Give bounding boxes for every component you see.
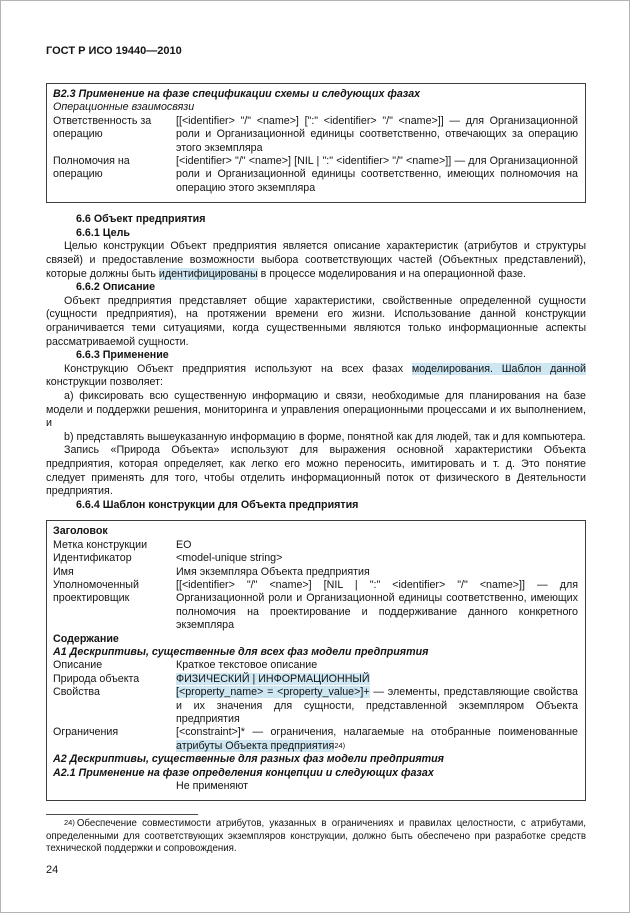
box2-a1-title: А1 Дескриптивы, существенные для всех фаз модели предприятия — [53, 645, 429, 658]
row-label: Свойства — [53, 686, 100, 699]
table-row — [53, 579, 578, 633]
footnote-text: Обеспечение совместимости атрибутов, указанных в ограничениях и правилах целостности, с атрибутами, определенными для соответствующих экземпляров конструкции, должно быть обеспечено при разработке средств технической поддержки и сопровождения. — [46, 818, 586, 854]
row-label: Имя — [53, 565, 74, 578]
row-label: Описание — [53, 659, 103, 672]
footnote-marker: 24) — [64, 818, 75, 828]
list-item-b: b) представлять вышеуказанную информацию в форме, понятной как для людей, так и для компьютера. — [64, 430, 586, 443]
row-value — [176, 673, 578, 686]
text-run: в процессе моделирования и на операционной фазе. — [257, 267, 526, 280]
text-run: конструкции позволяет: — [46, 376, 164, 389]
table-row — [53, 726, 578, 753]
row-value — [176, 686, 578, 726]
text-run: Конструкцию Объект предприятия используют на всех фазах — [64, 362, 412, 375]
page-content — [46, 45, 586, 855]
table-row — [53, 155, 578, 195]
paragraph-6-6-2: Объект предприятия представляет общие характеристики, свойственные определенной сущности (сущности предприятия), на протяжении времени его жизни. Использование данной конструкции ограничивается теми ситуациями, когда существенными являются только информационные аспекты рассматриваемой сущности. — [46, 294, 586, 348]
row-value: [[<identifier> "/" <name>] [":" <identifier> "/" <name>]] — для Организационной роли и Организационной единицы соответственно, отвечающих за операцию этого экземпляра — [176, 114, 578, 154]
highlighted-text: моделирования. Шаблон данной — [411, 362, 586, 375]
paragraph-6-6-3-intro — [46, 363, 586, 390]
heading-6-6-3: 6.6.3 Применение — [76, 349, 169, 362]
heading-6-6: 6.6 Объект предприятия — [76, 213, 206, 226]
list-item-a: а) фиксировать всю существенную информацию и связи, необходимые для планирования на базе модели и поддержки решения, мониторинга и управления операционными процессами и их выполнением, и — [46, 389, 586, 430]
document-header: ГОСТ Р ИСО 19440—2010 — [46, 45, 182, 57]
table-row — [53, 552, 578, 565]
box1-subtitle: Операционные взаимосвязи — [53, 101, 195, 114]
row-value: [<identifier> "/" <name>] [NIL | ":" <identifier> "/" <name>]] — для Организационной роли и Организационной единицы соответственно, имеющих полномочия на операцию этого экземпляра — [176, 155, 578, 194]
row-value: Имя экземпляра Объекта предприятия — [176, 565, 370, 578]
row-value — [176, 726, 578, 753]
row-value: EO — [176, 538, 192, 551]
highlighted-text: ФИЗИЧЕСКИЙ | ИНФОРМАЦИОННЫЙ — [176, 672, 370, 685]
highlighted-text: атрибуты Объекта предприятия — [176, 739, 335, 752]
heading-6-6-2: 6.6.2 Описание — [76, 281, 156, 294]
enterprise-object-template-box — [46, 520, 586, 801]
table-row — [53, 686, 578, 726]
row-value: [[<identifier> "/" <name>] [NIL | ":" <identifier> "/" <name>]] — для Организационной роли и Организационной единицы соответственно, имеющих полномочия на проектирование и поддерживание данного конкретного экземпляра — [176, 578, 578, 632]
footnote-separator — [46, 814, 198, 815]
table-row — [53, 539, 578, 552]
heading-6-6-4: 6.6.4 Шаблон конструкции для Объекта предприятия — [76, 498, 359, 511]
page-number: 24 — [46, 864, 59, 876]
highlighted-text: идентифицированы — [158, 267, 258, 280]
row-value: <model-unique string> — [176, 552, 283, 565]
heading-6-6-1: 6.6.1 Цель — [76, 226, 130, 239]
paragraph-6-6-3-nature: Запись «Природа Объекта» используют для выражения основной характеристики Объекта предприятия, которая определяет, как легко его можно переносить, имитировать и т. д. Это понятие следует применять для того, чтобы отделить информационный поток от физического в Деятельности предприятия. — [46, 444, 586, 498]
table-row — [53, 780, 578, 793]
row-label: Метка конструкции — [53, 538, 148, 551]
paragraph-6-6-1 — [46, 240, 586, 281]
row-value: Краткое текстовое описание — [176, 659, 318, 672]
table-row — [53, 566, 578, 579]
footnote-reference: 24) — [334, 740, 346, 750]
text-run: Целью конструкции Объект предприятия является описание характеристик (атрибутов и структуры связей) и предоставление возможности выбора соответствующих частей (Объектных представлений), которые должны быть — [46, 240, 586, 280]
row-value: Не применяют — [176, 780, 248, 793]
row-label: Ответственность за операцию — [53, 114, 152, 141]
table-row — [53, 115, 578, 155]
row-label: Уполномоченный проектировщик — [53, 578, 139, 605]
box2-a21-title: А2.1 Применение на фазе определения концепции и следующих фазах — [53, 766, 434, 779]
box2-content-title: Содержание — [53, 632, 119, 645]
spec-phase-template-box — [46, 83, 586, 203]
highlighted-text: [<property_name> = <property_value>]+ — [176, 686, 370, 699]
row-label: Природа объекта — [53, 672, 140, 685]
row-label — [53, 780, 176, 793]
row-label: Ограничения — [53, 726, 119, 739]
box1-title: В2.3 Применение на фазе спецификации схемы и следующих фазах — [53, 88, 421, 100]
text-run: — элементы, представляющие свойства и их значения для сущности, представленной экземпляром Объекта предприятия — [176, 686, 578, 725]
box2-header-title: Заголовок — [53, 525, 108, 538]
table-row — [53, 673, 578, 686]
box2-a2-title: А2 Дескриптивы, существенные для разных фаз модели предприятия — [53, 753, 444, 766]
footnote — [46, 818, 586, 855]
table-row — [53, 659, 578, 672]
row-label: Идентификатор — [53, 552, 132, 565]
row-label: Полномочия на операцию — [53, 155, 130, 181]
text-run: [<constraint>]* — ограничения, налагаемые на отобранные поименованные — [176, 726, 578, 739]
section-6-6 — [46, 213, 586, 512]
